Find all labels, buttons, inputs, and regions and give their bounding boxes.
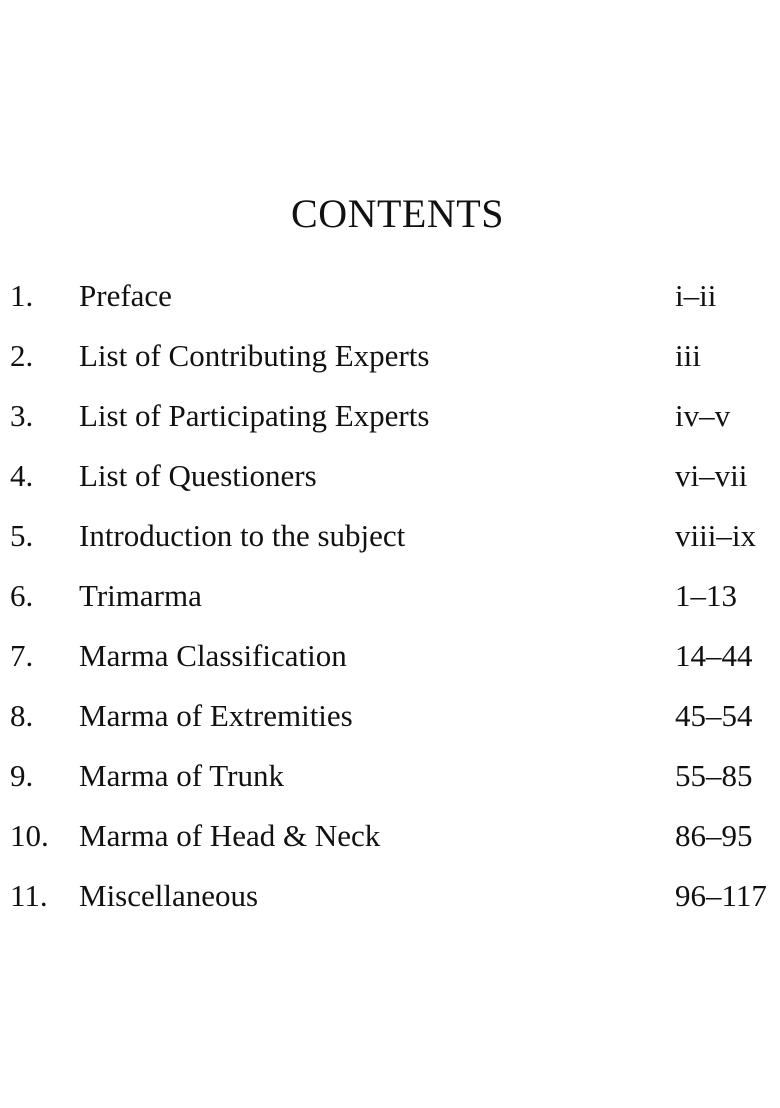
toc-entry-pages: 14–44	[675, 638, 753, 673]
page-title: CONTENTS	[291, 191, 504, 236]
toc-entry-title: Marma of Trunk	[79, 758, 284, 793]
toc-entry-number: 8.	[10, 698, 34, 733]
toc-entry-number: 2.	[10, 338, 34, 373]
toc-entry	[0, 510, 780, 570]
toc-entry-title: Miscellaneous	[79, 878, 259, 913]
toc-entry-title: List of Contributing Experts	[79, 338, 430, 373]
toc-entry-pages: viii–ix	[675, 518, 756, 553]
toc-entry-title: Marma Classification	[79, 638, 347, 673]
toc-entry-pages: 96–117	[675, 878, 767, 913]
toc-entry-pages: iv–v	[675, 398, 731, 433]
toc-entry	[0, 330, 780, 390]
toc-entry-number: 11.	[10, 878, 48, 913]
toc-entry-number: 3.	[10, 398, 34, 433]
toc-entry	[0, 870, 780, 930]
toc-entry-title: Marma of Head & Neck	[79, 818, 381, 853]
toc-entry-title: Introduction to the subject	[79, 518, 406, 553]
toc-entry-title: Trimarma	[79, 578, 202, 613]
toc-entry-pages: iii	[675, 338, 701, 373]
toc-entry-number: 6.	[10, 578, 34, 613]
toc-entry-pages: 86–95	[675, 818, 753, 853]
toc-entry-number: 1.	[10, 278, 34, 313]
toc-entry-title: List of Participating Experts	[79, 398, 430, 433]
toc-entry	[0, 630, 780, 690]
toc-entry-number: 4.	[10, 458, 34, 493]
toc-entry-number: 5.	[10, 518, 34, 553]
toc-entry	[0, 570, 780, 630]
toc-entry-number: 10.	[10, 818, 49, 853]
toc-entry-title: Preface	[79, 278, 172, 313]
toc-entry	[0, 690, 780, 750]
toc-entry	[0, 450, 780, 510]
toc-entry-title: Marma of Extremities	[79, 698, 353, 733]
toc-entry-pages: i–ii	[675, 278, 717, 313]
toc-entry-title: List of Questioners	[79, 458, 317, 493]
toc-entry-pages: 45–54	[675, 698, 753, 733]
toc-entry-pages: vi–vii	[675, 458, 748, 493]
toc-entry-pages: 55–85	[675, 758, 753, 793]
toc-entry	[0, 750, 780, 810]
toc-entry-pages: 1–13	[675, 578, 737, 613]
toc-entry	[0, 270, 780, 330]
toc-entry	[0, 810, 780, 870]
table-of-contents	[0, 270, 780, 930]
toc-entry-number: 9.	[10, 758, 34, 793]
toc-entry-number: 7.	[10, 638, 34, 673]
toc-entry	[0, 390, 780, 450]
